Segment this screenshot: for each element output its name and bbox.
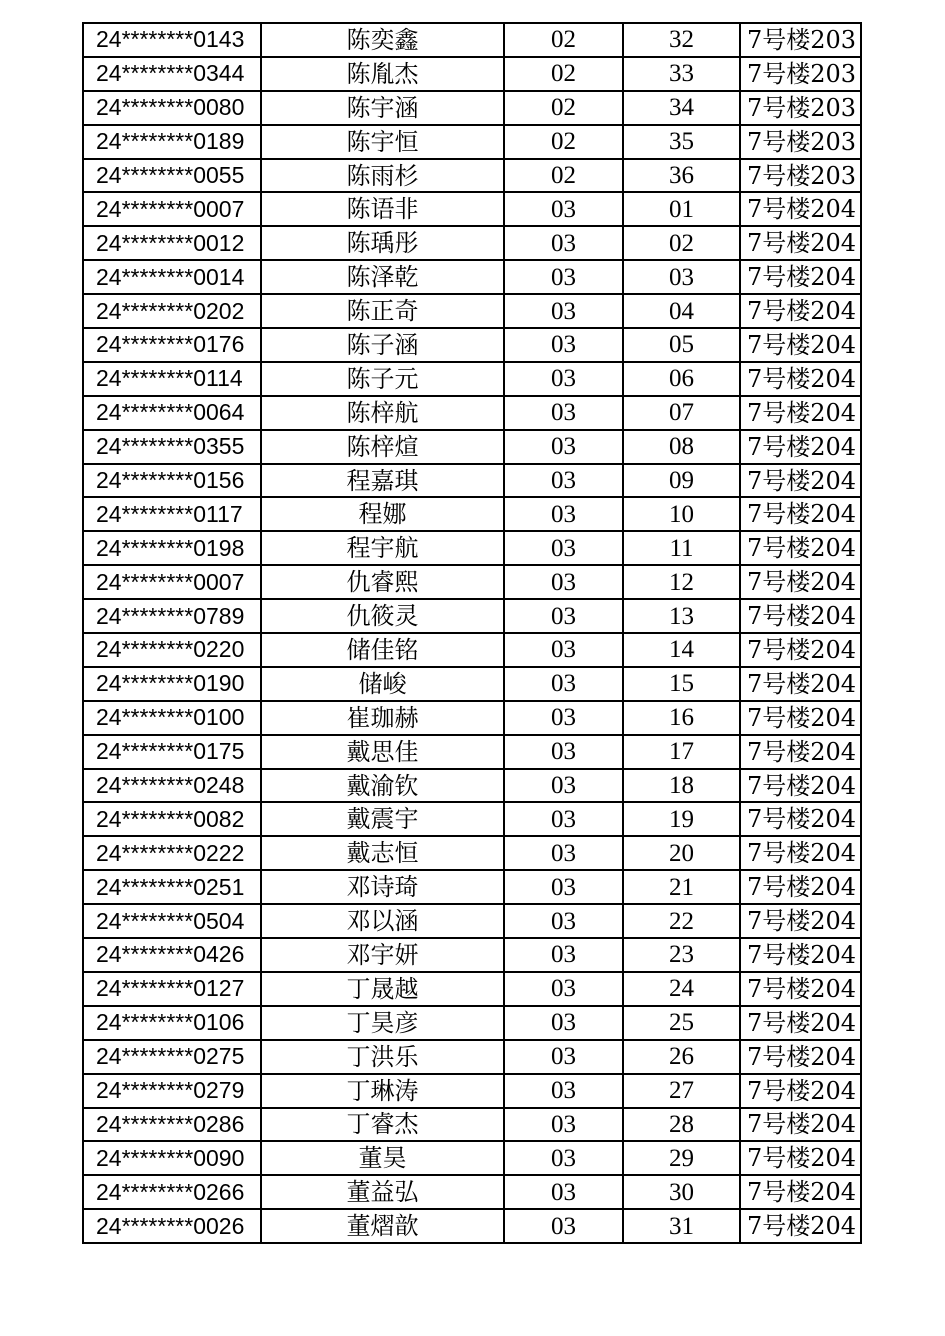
- student-id-cell: 24********0082: [83, 802, 261, 836]
- table-row: [83, 870, 861, 904]
- table-row: [83, 328, 861, 362]
- table-row: [83, 735, 861, 769]
- student-roster-table: [82, 22, 862, 1244]
- seat-number-cell: 29: [623, 1141, 740, 1175]
- exam-room-cell: 7号楼204: [740, 226, 861, 260]
- seat-number-cell: 13: [623, 599, 740, 633]
- seat-number-cell: 14: [623, 633, 740, 667]
- table-row: [83, 362, 861, 396]
- exam-room-cell: 7号楼204: [740, 328, 861, 362]
- exam-room-cell: 7号楼204: [740, 362, 861, 396]
- exam-room-cell: 7号楼204: [740, 802, 861, 836]
- exam-room-cell: 7号楼204: [740, 565, 861, 599]
- student-id-cell: 24********0266: [83, 1175, 261, 1209]
- table-row: [83, 192, 861, 226]
- student-id-cell: 24********0143: [83, 23, 261, 57]
- table-row: [83, 1209, 861, 1243]
- student-id-cell: 24********0127: [83, 972, 261, 1006]
- student-name-cell: 董昊: [261, 1141, 504, 1175]
- student-name-cell: 陈语非: [261, 192, 504, 226]
- table-row: [83, 1006, 861, 1040]
- student-id-cell: 24********0175: [83, 735, 261, 769]
- seat-number-cell: 01: [623, 192, 740, 226]
- seat-number-cell: 31: [623, 1209, 740, 1243]
- class-number-cell: 03: [504, 701, 623, 735]
- class-number-cell: 03: [504, 599, 623, 633]
- class-number-cell: 03: [504, 802, 623, 836]
- class-number-cell: 03: [504, 294, 623, 328]
- student-id-cell: 24********0106: [83, 1006, 261, 1040]
- seat-number-cell: 17: [623, 735, 740, 769]
- table-row: [83, 667, 861, 701]
- seat-number-cell: 08: [623, 430, 740, 464]
- roster-body: [83, 23, 861, 1243]
- table-row: [83, 464, 861, 498]
- student-id-cell: 24********0156: [83, 464, 261, 498]
- class-number-cell: 03: [504, 192, 623, 226]
- table-row: [83, 57, 861, 91]
- class-number-cell: 03: [504, 1074, 623, 1108]
- student-id-cell: 24********0426: [83, 938, 261, 972]
- seat-number-cell: 34: [623, 91, 740, 125]
- student-id-cell: 24********0286: [83, 1108, 261, 1142]
- table-row: [83, 396, 861, 430]
- student-name-cell: 陈泽乾: [261, 260, 504, 294]
- student-name-cell: 董熠歆: [261, 1209, 504, 1243]
- class-number-cell: 03: [504, 226, 623, 260]
- exam-room-cell: 7号楼204: [740, 260, 861, 294]
- exam-room-cell: 7号楼204: [740, 497, 861, 531]
- seat-number-cell: 16: [623, 701, 740, 735]
- class-number-cell: 03: [504, 1141, 623, 1175]
- exam-room-cell: 7号楼204: [740, 1006, 861, 1040]
- exam-room-cell: 7号楼204: [740, 396, 861, 430]
- class-number-cell: 03: [504, 1040, 623, 1074]
- class-number-cell: 03: [504, 904, 623, 938]
- exam-room-cell: 7号楼204: [740, 464, 861, 498]
- student-name-cell: 储佳铭: [261, 633, 504, 667]
- seat-number-cell: 18: [623, 769, 740, 803]
- student-name-cell: 程娜: [261, 497, 504, 531]
- student-name-cell: 陈雨杉: [261, 159, 504, 193]
- class-number-cell: 03: [504, 1175, 623, 1209]
- seat-number-cell: 15: [623, 667, 740, 701]
- table-row: [83, 938, 861, 972]
- student-name-cell: 陈胤杰: [261, 57, 504, 91]
- exam-room-cell: 7号楼204: [740, 1209, 861, 1243]
- seat-number-cell: 35: [623, 125, 740, 159]
- seat-number-cell: 11: [623, 531, 740, 565]
- student-id-cell: 24********0014: [83, 260, 261, 294]
- student-id-cell: 24********0012: [83, 226, 261, 260]
- exam-room-cell: 7号楼204: [740, 599, 861, 633]
- exam-room-cell: 7号楼204: [740, 1175, 861, 1209]
- student-name-cell: 陈瑀彤: [261, 226, 504, 260]
- student-id-cell: 24********0176: [83, 328, 261, 362]
- student-id-cell: 24********0202: [83, 294, 261, 328]
- exam-room-cell: 7号楼204: [740, 870, 861, 904]
- seat-number-cell: 36: [623, 159, 740, 193]
- exam-room-cell: 7号楼204: [740, 904, 861, 938]
- student-name-cell: 陈梓航: [261, 396, 504, 430]
- exam-room-cell: 7号楼204: [740, 769, 861, 803]
- seat-number-cell: 30: [623, 1175, 740, 1209]
- exam-room-cell: 7号楼204: [740, 192, 861, 226]
- table-row: [83, 260, 861, 294]
- class-number-cell: 03: [504, 260, 623, 294]
- class-number-cell: 03: [504, 870, 623, 904]
- student-name-cell: 邓诗琦: [261, 870, 504, 904]
- class-number-cell: 03: [504, 328, 623, 362]
- student-id-cell: 24********0789: [83, 599, 261, 633]
- exam-room-cell: 7号楼204: [740, 972, 861, 1006]
- student-name-cell: 程嘉琪: [261, 464, 504, 498]
- seat-number-cell: 09: [623, 464, 740, 498]
- student-name-cell: 邓宇妍: [261, 938, 504, 972]
- class-number-cell: 03: [504, 1006, 623, 1040]
- class-number-cell: 03: [504, 938, 623, 972]
- table-row: [83, 125, 861, 159]
- student-id-cell: 24********0190: [83, 667, 261, 701]
- table-row: [83, 565, 861, 599]
- student-name-cell: 戴思佳: [261, 735, 504, 769]
- exam-room-cell: 7号楼203: [740, 57, 861, 91]
- student-name-cell: 陈子元: [261, 362, 504, 396]
- exam-room-cell: 7号楼204: [740, 836, 861, 870]
- seat-number-cell: 12: [623, 565, 740, 599]
- student-name-cell: 程宇航: [261, 531, 504, 565]
- class-number-cell: 03: [504, 836, 623, 870]
- student-id-cell: 24********0504: [83, 904, 261, 938]
- seat-number-cell: 27: [623, 1074, 740, 1108]
- student-name-cell: 陈正奇: [261, 294, 504, 328]
- student-name-cell: 董益弘: [261, 1175, 504, 1209]
- student-name-cell: 丁琳涛: [261, 1074, 504, 1108]
- table-row: [83, 972, 861, 1006]
- class-number-cell: 02: [504, 159, 623, 193]
- student-id-cell: 24********0189: [83, 125, 261, 159]
- seat-number-cell: 05: [623, 328, 740, 362]
- seat-number-cell: 25: [623, 1006, 740, 1040]
- student-name-cell: 陈梓煊: [261, 430, 504, 464]
- exam-room-cell: 7号楼204: [740, 1141, 861, 1175]
- table-row: [83, 23, 861, 57]
- seat-number-cell: 02: [623, 226, 740, 260]
- seat-number-cell: 28: [623, 1108, 740, 1142]
- student-id-cell: 24********0248: [83, 769, 261, 803]
- class-number-cell: 03: [504, 565, 623, 599]
- student-id-cell: 24********0007: [83, 192, 261, 226]
- class-number-cell: 03: [504, 430, 623, 464]
- student-name-cell: 陈奕鑫: [261, 23, 504, 57]
- class-number-cell: 03: [504, 972, 623, 1006]
- table-row: [83, 294, 861, 328]
- table-row: [83, 497, 861, 531]
- student-id-cell: 24********0090: [83, 1141, 261, 1175]
- exam-room-cell: 7号楼204: [740, 531, 861, 565]
- student-name-cell: 丁昊彦: [261, 1006, 504, 1040]
- table-row: [83, 802, 861, 836]
- table-row: [83, 159, 861, 193]
- class-number-cell: 02: [504, 91, 623, 125]
- student-id-cell: 24********0344: [83, 57, 261, 91]
- exam-room-cell: 7号楼203: [740, 91, 861, 125]
- table-row: [83, 701, 861, 735]
- class-number-cell: 03: [504, 464, 623, 498]
- table-row: [83, 599, 861, 633]
- seat-number-cell: 10: [623, 497, 740, 531]
- class-number-cell: 03: [504, 497, 623, 531]
- class-number-cell: 02: [504, 125, 623, 159]
- exam-room-cell: 7号楼204: [740, 735, 861, 769]
- student-id-cell: 24********0026: [83, 1209, 261, 1243]
- table-row: [83, 1040, 861, 1074]
- student-id-cell: 24********0080: [83, 91, 261, 125]
- exam-room-cell: 7号楼203: [740, 159, 861, 193]
- exam-room-cell: 7号楼204: [740, 938, 861, 972]
- seat-number-cell: 26: [623, 1040, 740, 1074]
- student-id-cell: 24********0198: [83, 531, 261, 565]
- seat-number-cell: 23: [623, 938, 740, 972]
- student-id-cell: 24********0055: [83, 159, 261, 193]
- class-number-cell: 03: [504, 769, 623, 803]
- class-number-cell: 03: [504, 1209, 623, 1243]
- table-row: [83, 904, 861, 938]
- student-id-cell: 24********0355: [83, 430, 261, 464]
- class-number-cell: 02: [504, 23, 623, 57]
- table-row: [83, 430, 861, 464]
- seat-number-cell: 32: [623, 23, 740, 57]
- table-row: [83, 1175, 861, 1209]
- student-name-cell: 戴志恒: [261, 836, 504, 870]
- student-name-cell: 陈宇恒: [261, 125, 504, 159]
- seat-number-cell: 22: [623, 904, 740, 938]
- student-id-cell: 24********0220: [83, 633, 261, 667]
- table-row: [83, 1108, 861, 1142]
- seat-number-cell: 21: [623, 870, 740, 904]
- table-row: [83, 1141, 861, 1175]
- table-row: [83, 633, 861, 667]
- student-name-cell: 陈子涵: [261, 328, 504, 362]
- class-number-cell: 03: [504, 362, 623, 396]
- exam-room-cell: 7号楼204: [740, 430, 861, 464]
- seat-number-cell: 03: [623, 260, 740, 294]
- exam-room-cell: 7号楼204: [740, 701, 861, 735]
- class-number-cell: 03: [504, 633, 623, 667]
- class-number-cell: 03: [504, 667, 623, 701]
- table-row: [83, 1074, 861, 1108]
- student-name-cell: 邓以涵: [261, 904, 504, 938]
- student-name-cell: 崔珈赫: [261, 701, 504, 735]
- seat-number-cell: 20: [623, 836, 740, 870]
- student-name-cell: 戴渝钦: [261, 769, 504, 803]
- student-id-cell: 24********0114: [83, 362, 261, 396]
- exam-room-cell: 7号楼204: [740, 1108, 861, 1142]
- exam-room-cell: 7号楼204: [740, 294, 861, 328]
- seat-number-cell: 24: [623, 972, 740, 1006]
- table-row: [83, 769, 861, 803]
- seat-number-cell: 04: [623, 294, 740, 328]
- seat-number-cell: 33: [623, 57, 740, 91]
- student-name-cell: 储峻: [261, 667, 504, 701]
- student-name-cell: 仇睿熙: [261, 565, 504, 599]
- student-id-cell: 24********0064: [83, 396, 261, 430]
- student-name-cell: 丁洪乐: [261, 1040, 504, 1074]
- exam-room-cell: 7号楼204: [740, 667, 861, 701]
- exam-room-cell: 7号楼204: [740, 1040, 861, 1074]
- class-number-cell: 03: [504, 531, 623, 565]
- student-id-cell: 24********0279: [83, 1074, 261, 1108]
- class-number-cell: 03: [504, 396, 623, 430]
- student-name-cell: 丁睿杰: [261, 1108, 504, 1142]
- class-number-cell: 03: [504, 1108, 623, 1142]
- student-id-cell: 24********0007: [83, 565, 261, 599]
- exam-room-cell: 7号楼203: [740, 23, 861, 57]
- student-id-cell: 24********0275: [83, 1040, 261, 1074]
- student-name-cell: 陈宇涵: [261, 91, 504, 125]
- exam-room-cell: 7号楼203: [740, 125, 861, 159]
- table-row: [83, 91, 861, 125]
- class-number-cell: 03: [504, 735, 623, 769]
- table-row: [83, 836, 861, 870]
- student-name-cell: 丁晟越: [261, 972, 504, 1006]
- table-row: [83, 226, 861, 260]
- exam-room-cell: 7号楼204: [740, 1074, 861, 1108]
- student-id-cell: 24********0222: [83, 836, 261, 870]
- student-id-cell: 24********0100: [83, 701, 261, 735]
- student-id-cell: 24********0251: [83, 870, 261, 904]
- class-number-cell: 02: [504, 57, 623, 91]
- student-name-cell: 戴震宇: [261, 802, 504, 836]
- exam-room-cell: 7号楼204: [740, 633, 861, 667]
- seat-number-cell: 06: [623, 362, 740, 396]
- student-name-cell: 仇筱灵: [261, 599, 504, 633]
- student-id-cell: 24********0117: [83, 497, 261, 531]
- seat-number-cell: 07: [623, 396, 740, 430]
- seat-number-cell: 19: [623, 802, 740, 836]
- table-row: [83, 531, 861, 565]
